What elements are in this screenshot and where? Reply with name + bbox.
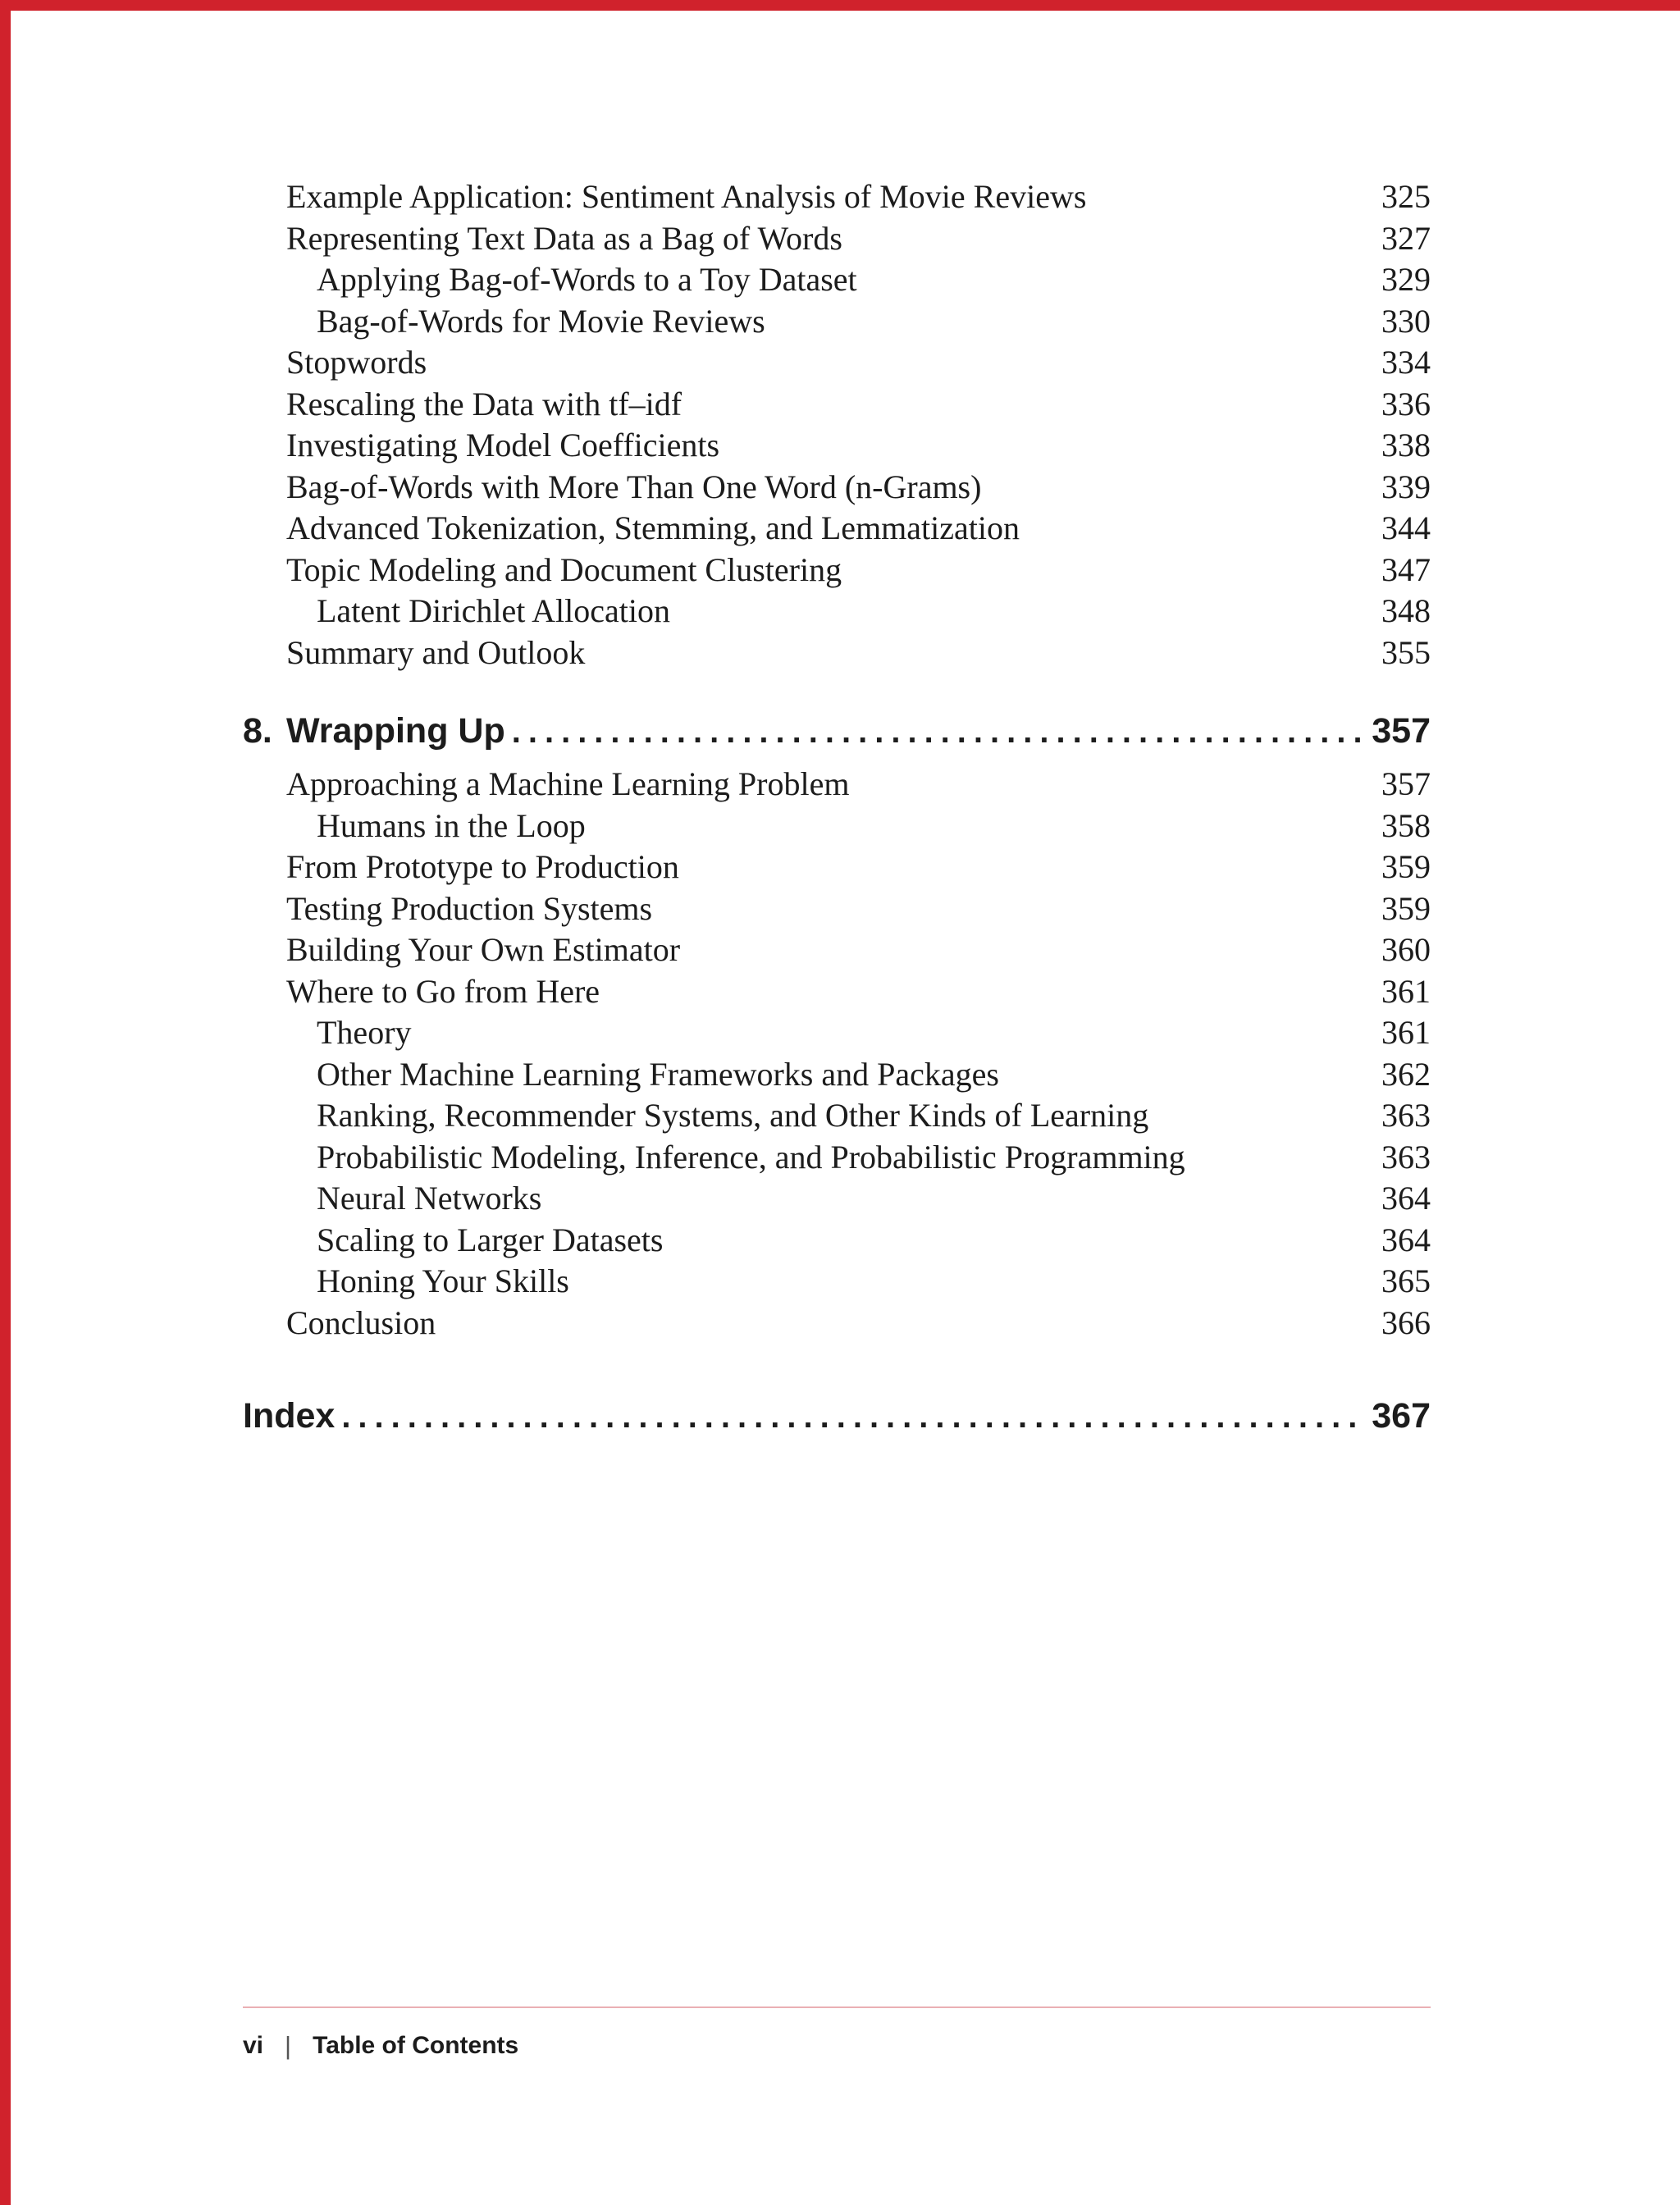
toc-entry-label: Representing Text Data as a Bag of Words xyxy=(286,219,842,257)
toc-entry-label: Honing Your Skills xyxy=(317,1262,569,1299)
toc-entry-page: 339 xyxy=(1381,468,1431,505)
dot-leader xyxy=(341,1393,1362,1439)
toc-entry-page: 361 xyxy=(1381,1014,1431,1051)
toc-entry xyxy=(243,550,1431,591)
toc-entry-label: Rescaling the Data with tf–idf xyxy=(286,385,682,422)
toc-entry xyxy=(243,591,1431,632)
toc-entry xyxy=(243,176,1431,218)
toc-entry-page: 361 xyxy=(1381,972,1431,1010)
dot-leader xyxy=(512,708,1363,754)
toc-entry-page: 325 xyxy=(1381,178,1431,215)
toc-entry xyxy=(243,971,1431,1013)
toc-entry-label: Neural Networks xyxy=(317,1180,542,1217)
footer-separator: | xyxy=(285,2031,292,2060)
toc-entry-page: 330 xyxy=(1381,302,1431,340)
toc-chapter-heading xyxy=(243,708,1431,754)
toc-entry-page: 327 xyxy=(1381,219,1431,257)
toc-entry xyxy=(243,1220,1431,1262)
toc-entry-page: 363 xyxy=(1381,1097,1431,1134)
toc-entry-page: 344 xyxy=(1381,509,1431,546)
toc-entry-page: 365 xyxy=(1381,1262,1431,1299)
toc-entry-label: Scaling to Larger Datasets xyxy=(317,1221,664,1258)
toc-entry-label: Probabilistic Modeling, Inference, and Probabilistic Programming xyxy=(317,1138,1185,1176)
chapter-number: 8. xyxy=(243,711,272,751)
toc-entry xyxy=(243,467,1431,509)
toc-entry-label: Ranking, Recommender Systems, and Other Kinds of Learning xyxy=(317,1097,1149,1134)
page-edge-left-red-strip xyxy=(0,0,11,2205)
toc-entry xyxy=(243,342,1431,384)
toc-entry-page: 329 xyxy=(1381,261,1431,298)
toc-entry-label: Approaching a Machine Learning Problem xyxy=(286,765,850,802)
footer-section-title: Table of Contents xyxy=(313,2032,519,2059)
toc-entry xyxy=(243,1137,1431,1179)
toc-entry xyxy=(243,806,1431,847)
index-title: Index xyxy=(243,1396,336,1436)
toc-entry-label: Stopwords xyxy=(286,344,427,381)
toc-entry-label: Topic Modeling and Document Clustering xyxy=(286,550,842,588)
chapter-page: 357 xyxy=(1372,711,1431,751)
toc-entry-label: Theory xyxy=(317,1014,412,1051)
toc-entry xyxy=(243,1095,1431,1137)
toc-entry-page: 364 xyxy=(1381,1180,1431,1217)
toc-entry-page: 363 xyxy=(1381,1138,1431,1176)
toc-entry xyxy=(243,847,1431,888)
toc-entry xyxy=(243,425,1431,467)
index-page: 367 xyxy=(1372,1396,1431,1436)
toc-entry-page: 334 xyxy=(1381,344,1431,381)
toc-entry-page: 358 xyxy=(1381,806,1431,844)
toc-entry xyxy=(243,1178,1431,1220)
toc-entry xyxy=(243,218,1431,260)
toc-entry-page: 355 xyxy=(1381,633,1431,671)
toc-entry-page: 360 xyxy=(1381,931,1431,968)
toc-entry-label: Bag-of-Words with More Than One Word (n-Grams) xyxy=(286,468,982,505)
toc-entry xyxy=(243,1012,1431,1054)
toc-entry xyxy=(243,1054,1431,1096)
toc-entry-label: Summary and Outlook xyxy=(286,633,586,671)
toc-entry xyxy=(243,384,1431,426)
toc-entry-label: Testing Production Systems xyxy=(286,889,653,927)
toc-entry xyxy=(243,632,1431,674)
toc-entry xyxy=(243,888,1431,930)
toc-entry-page: 348 xyxy=(1381,592,1431,629)
toc-entry-label: Other Machine Learning Frameworks and Packages xyxy=(317,1055,999,1093)
toc-entry-page: 362 xyxy=(1381,1055,1431,1093)
toc-entry-label: Applying Bag-of-Words to a Toy Dataset xyxy=(317,261,857,298)
toc-entry-label: Bag-of-Words for Movie Reviews xyxy=(317,302,765,340)
toc-entry-page: 347 xyxy=(1381,550,1431,588)
toc-entry-label: Investigating Model Coefficients xyxy=(286,427,720,463)
page-edge-top-red-strip xyxy=(0,0,1680,11)
table-of-contents xyxy=(243,176,1431,1439)
toc-entry-page: 364 xyxy=(1381,1221,1431,1258)
toc-entry xyxy=(243,1261,1431,1303)
chapter-title: Wrapping Up xyxy=(286,711,505,751)
toc-entry-label: Humans in the Loop xyxy=(317,806,586,844)
toc-entry-page: 359 xyxy=(1381,848,1431,885)
toc-index-heading xyxy=(243,1393,1431,1439)
toc-entry xyxy=(243,929,1431,971)
toc-entry-page: 336 xyxy=(1381,385,1431,422)
toc-entry-label: Where to Go from Here xyxy=(286,972,600,1010)
toc-entry-label: Example Application: Sentiment Analysis of Movie Reviews xyxy=(286,178,1087,215)
toc-entry-page: 359 xyxy=(1381,889,1431,927)
toc-entry-label: Building Your Own Estimator xyxy=(286,931,681,968)
toc-entry-page: 357 xyxy=(1381,765,1431,802)
toc-entry-page: 366 xyxy=(1381,1303,1431,1341)
page-footer xyxy=(243,2006,1431,2061)
toc-entry xyxy=(243,1303,1431,1344)
toc-entry-label: Conclusion xyxy=(286,1303,436,1341)
toc-entry xyxy=(243,764,1431,806)
toc-entry-label: Advanced Tokenization, Stemming, and Lemmatization xyxy=(286,509,1020,546)
toc-entry xyxy=(243,301,1431,343)
toc-entry xyxy=(243,259,1431,301)
toc-entry-page: 338 xyxy=(1381,427,1431,463)
toc-entry-label: Latent Dirichlet Allocation xyxy=(317,592,670,629)
toc-entry xyxy=(243,508,1431,550)
toc-entry-label: From Prototype to Production xyxy=(286,848,679,885)
footer-page-number: vi xyxy=(243,2032,264,2059)
